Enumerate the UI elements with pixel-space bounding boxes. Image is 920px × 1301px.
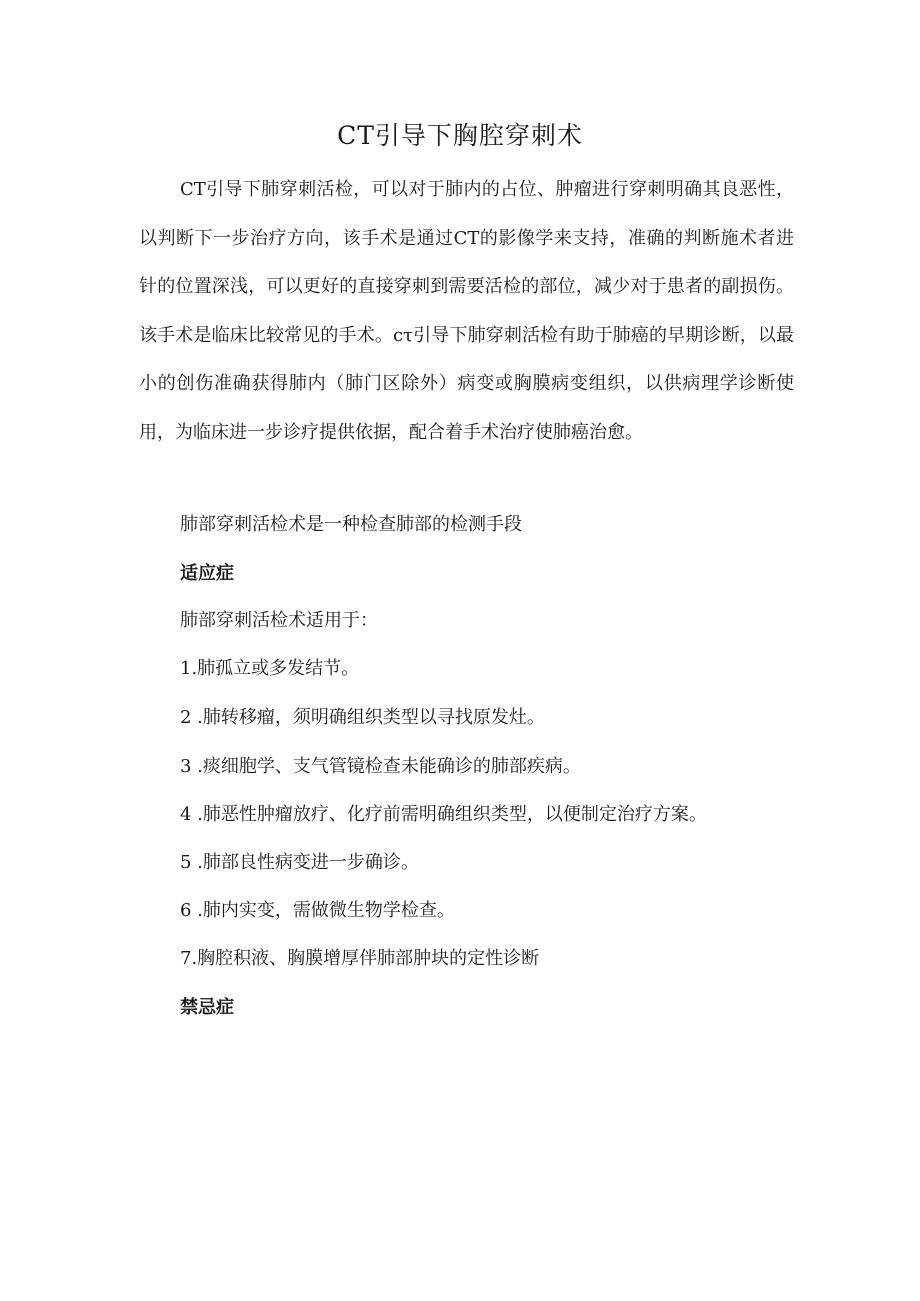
contraindications-heading: 禁忌症 — [180, 997, 234, 1018]
indication-item: 5 .肺部良性病变进一步确诊。 — [180, 852, 419, 873]
indication-item: 1.肺孤立或多发结节。 — [180, 658, 360, 679]
indication-item: 3 .痰细胞学、支气管镜检查未能确诊的肺部疾病。 — [180, 756, 581, 777]
document-title: CT引导下胸腔穿刺术 — [337, 121, 583, 150]
indications-heading: 适应症 — [180, 563, 234, 584]
indication-item: 2 .肺转移瘤，须明确组织类型以寻找原发灶。 — [180, 707, 545, 728]
indications-intro: 肺部穿刺活检术适用于： — [180, 610, 378, 631]
indication-item: 4 .肺恶性肿瘤放疗、化疗前需明确组织类型，以便制定治疗方案。 — [180, 804, 707, 825]
summary-line: 肺部穿刺活检术是一种检查肺部的检测手段 — [180, 514, 522, 535]
indication-item: 6 .肺内实变，需做微生物学检查。 — [180, 900, 455, 921]
indication-item: 7.胸腔积液、胸膜增厚伴肺部肿块的定性诊断 — [180, 948, 540, 969]
intro-paragraph: CT引导下肺穿刺活检，可以对于肺内的占位、肿瘤进行穿刺明确其良恶性，以判断下一步治疗方向，该手术是通过CT的影像学来支持，准确的判断施术者进针的位置深浅，可以更好的直接穿刺到需要活检的部位，减少对于患者的副损伤。该手术是临床比较常见的手术。cτ引导下肺穿刺活检有助于肺癌的早期诊断，以最小的创伤准确获得肺内（肺门区除外）病变或胸膜病变组织，以供病理学诊断使用，为临床进一步诊疗提供依据，配合着手术治疗使肺癌治愈。 — [139, 179, 794, 443]
